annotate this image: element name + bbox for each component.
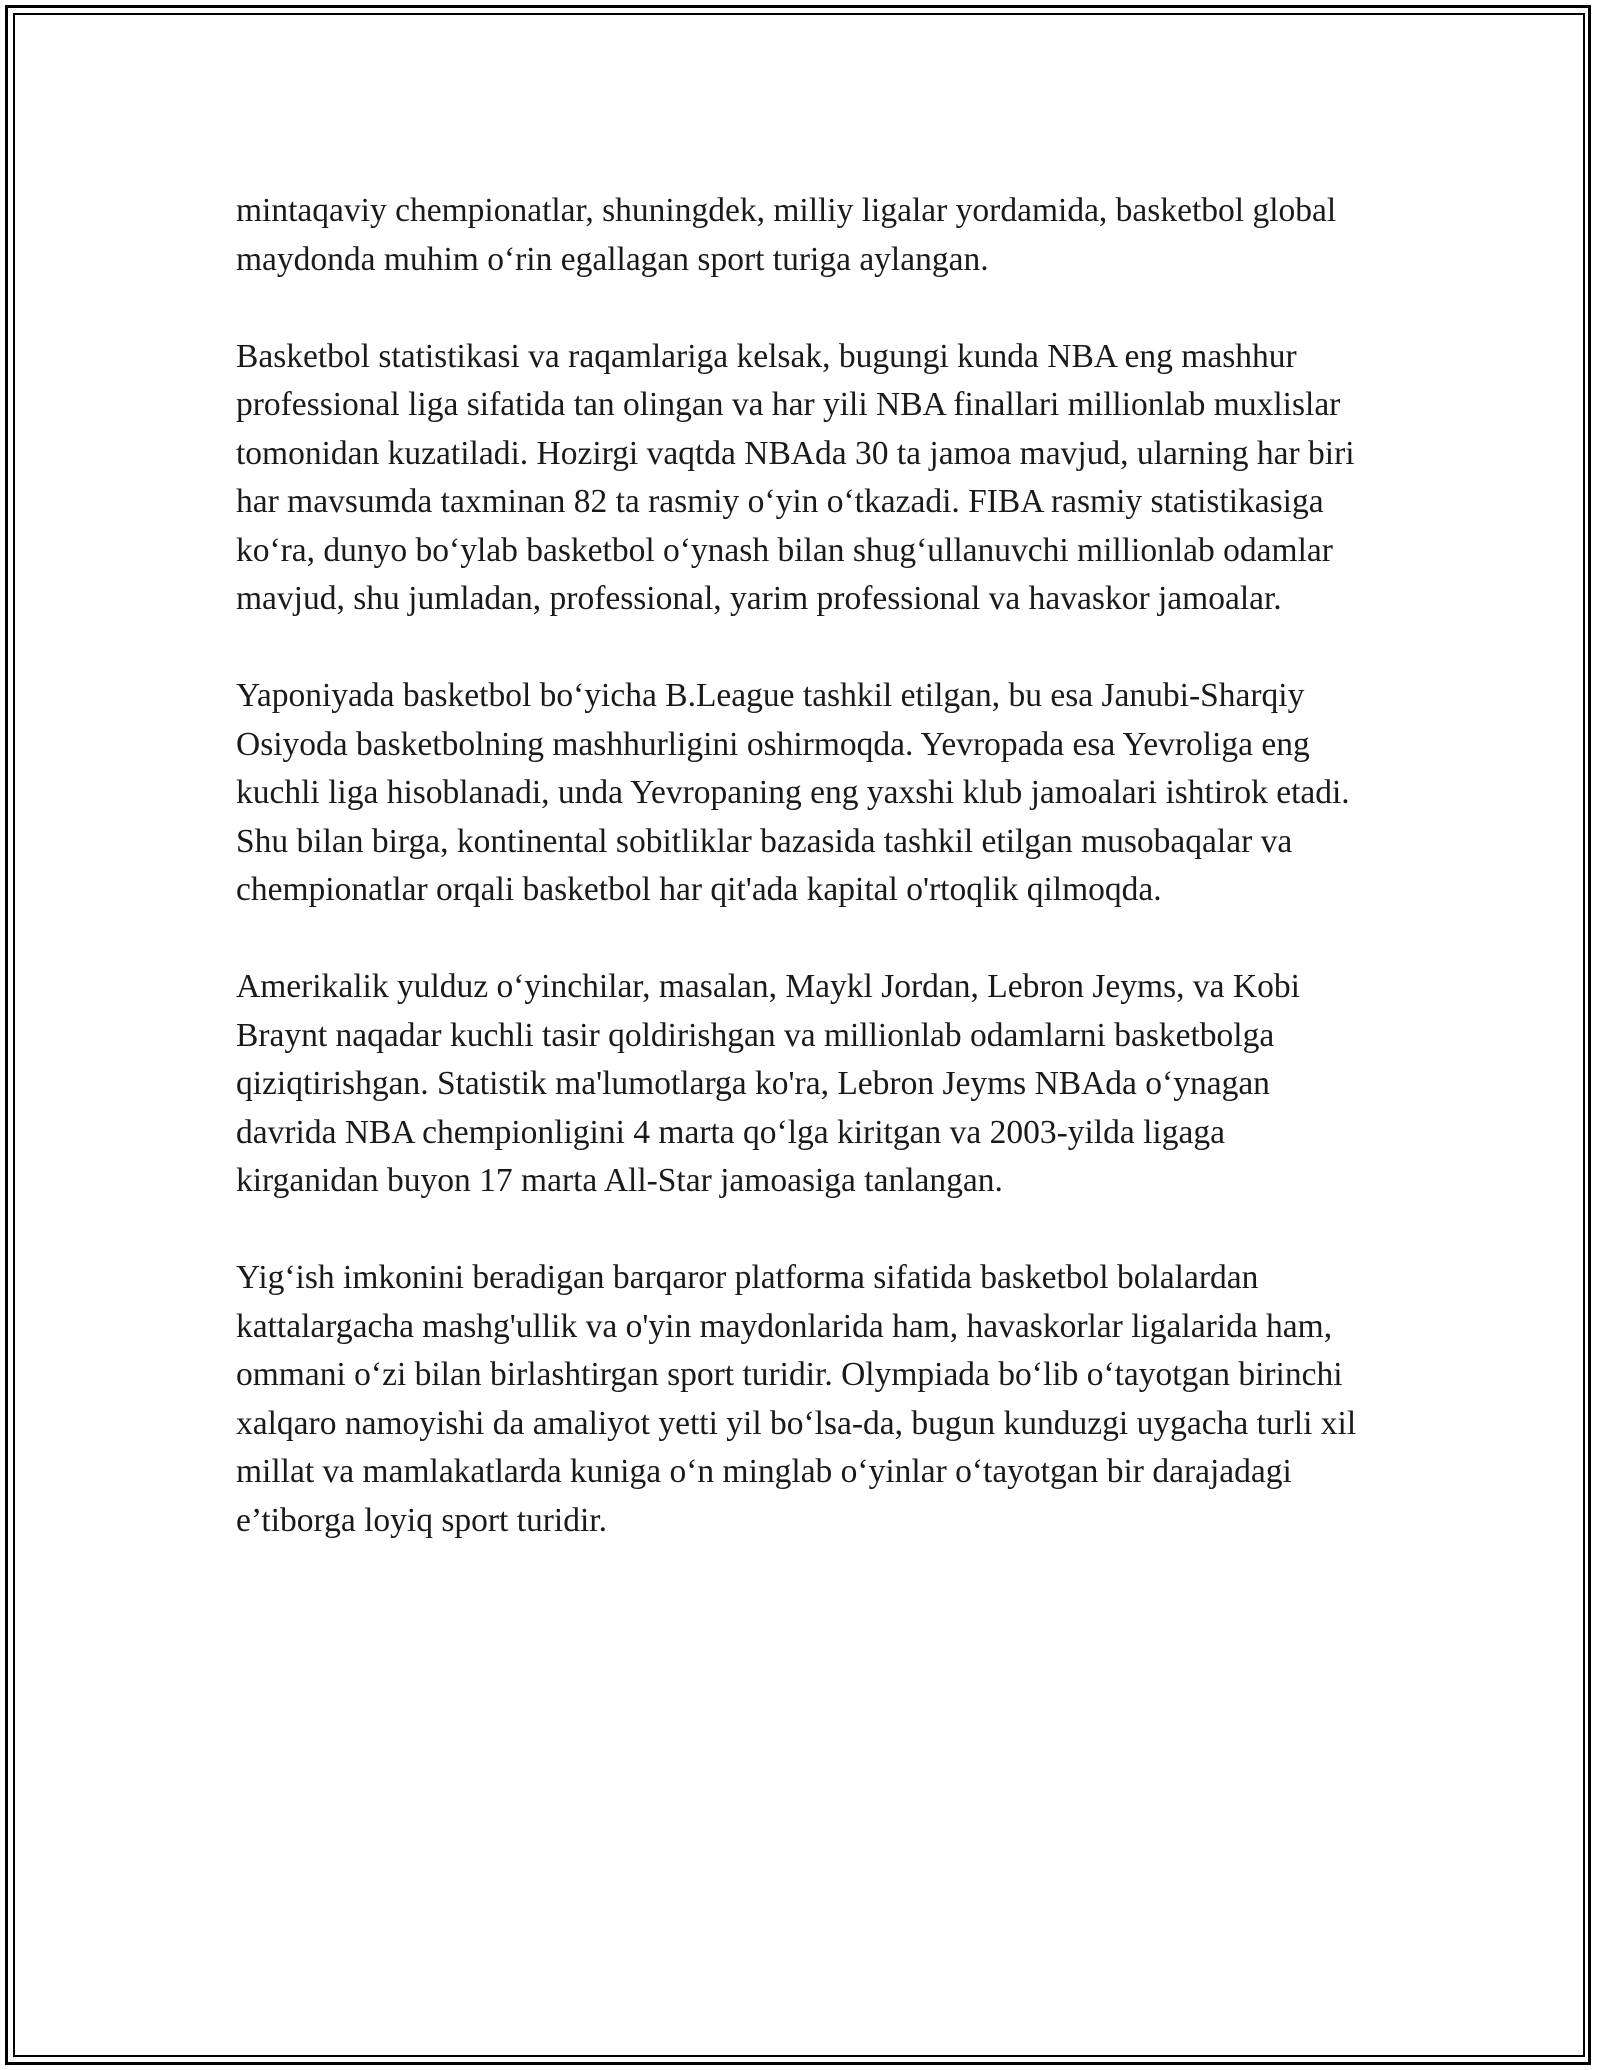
- paragraph-star-players: Amerikalik yulduz o‘yinchilar, masalan, Maykl Jordan, Lebron Jeyms, va Kobi Braynt naqadar kuchli tasir qoldirishgan va millionlab odamlarni basketbolga qiziqtirishgan. Statistik ma'lumotlarga ko'ra, Lebron Jeyms NBAda o‘ynagan davrida NBA chempionligini 4 marta qo‘lga kiritgan va 2003-yilda ligaga kirganidan buyon 17 marta All-Star jamoasiga tanlangan.: [236, 968, 1300, 1199]
- paragraph-regional-championships: mintaqaviy chempionatlar, shuningdek, milliy ligalar yordamida, basketbol global maydonda muhim o‘rin egallagan sport turiga aylangan.: [236, 192, 1337, 278]
- paragraph-japan-europe-leagues: Yaponiyada basketbol bo‘yicha B.League tashkil etilgan, bu esa Janubi-Sharqiy Osiyoda basketbolning mashhurligini oshirmoqda. Yevropada esa Yevroliga eng kuchli liga hisoblanadi, unda Yevropaning eng yaxshi klub jamoalari ishtirok etadi. Shu bilan birga, kontinental sobitliklar bazasida tashkil etilgan musobaqalar va chempionatlar orqali basketbol har qit'ada kapital o'rtoqlik qilmoqda.: [236, 677, 1350, 908]
- paragraph-nba-statistics: Basketbol statistikasi va raqamlariga kelsak, bugungi kunda NBA eng mashhur professional liga sifatida tan olingan va har yili NBA finallari millionlab muxlislar tomonidan kuzatiladi. Hozirgi vaqtda NBAda 30 ta jamoa mavjud, ularning har biri har mavsumda taxminan 82 ta rasmiy o‘yin o‘tkazadi. FIBA rasmiy statistikasiga ko‘ra, dunyo bo‘ylab basketbol o‘ynash bilan shug‘ullanuvchi millionlab odamlar mavjud, shu jumladan, professional, yarim professional va havaskor jamoalar.: [236, 337, 1355, 617]
- paragraph-basketball-platform: Yig‘ish imkonini beradigan barqaror platforma sifatida basketbol bolalardan kattalargacha mashg'ullik va o'yin maydonlarida ham, havaskorlar ligalarida ham, ommani o‘zi bilan birlashtirgan sport turidir. Olympiada bo‘lib o‘tayotgan birinchi xalqaro namoyishi da amaliyot yetti yil bo‘lsa-da, bugun kunduzgi uygacha turli xil millat va mamlakatlarda kuniga o‘n minglab o‘yinlar o‘tayotgan bir darajadagi e’tiborga loyiq sport turidir.: [236, 1259, 1357, 1539]
- document-body: [236, 187, 1366, 1545]
